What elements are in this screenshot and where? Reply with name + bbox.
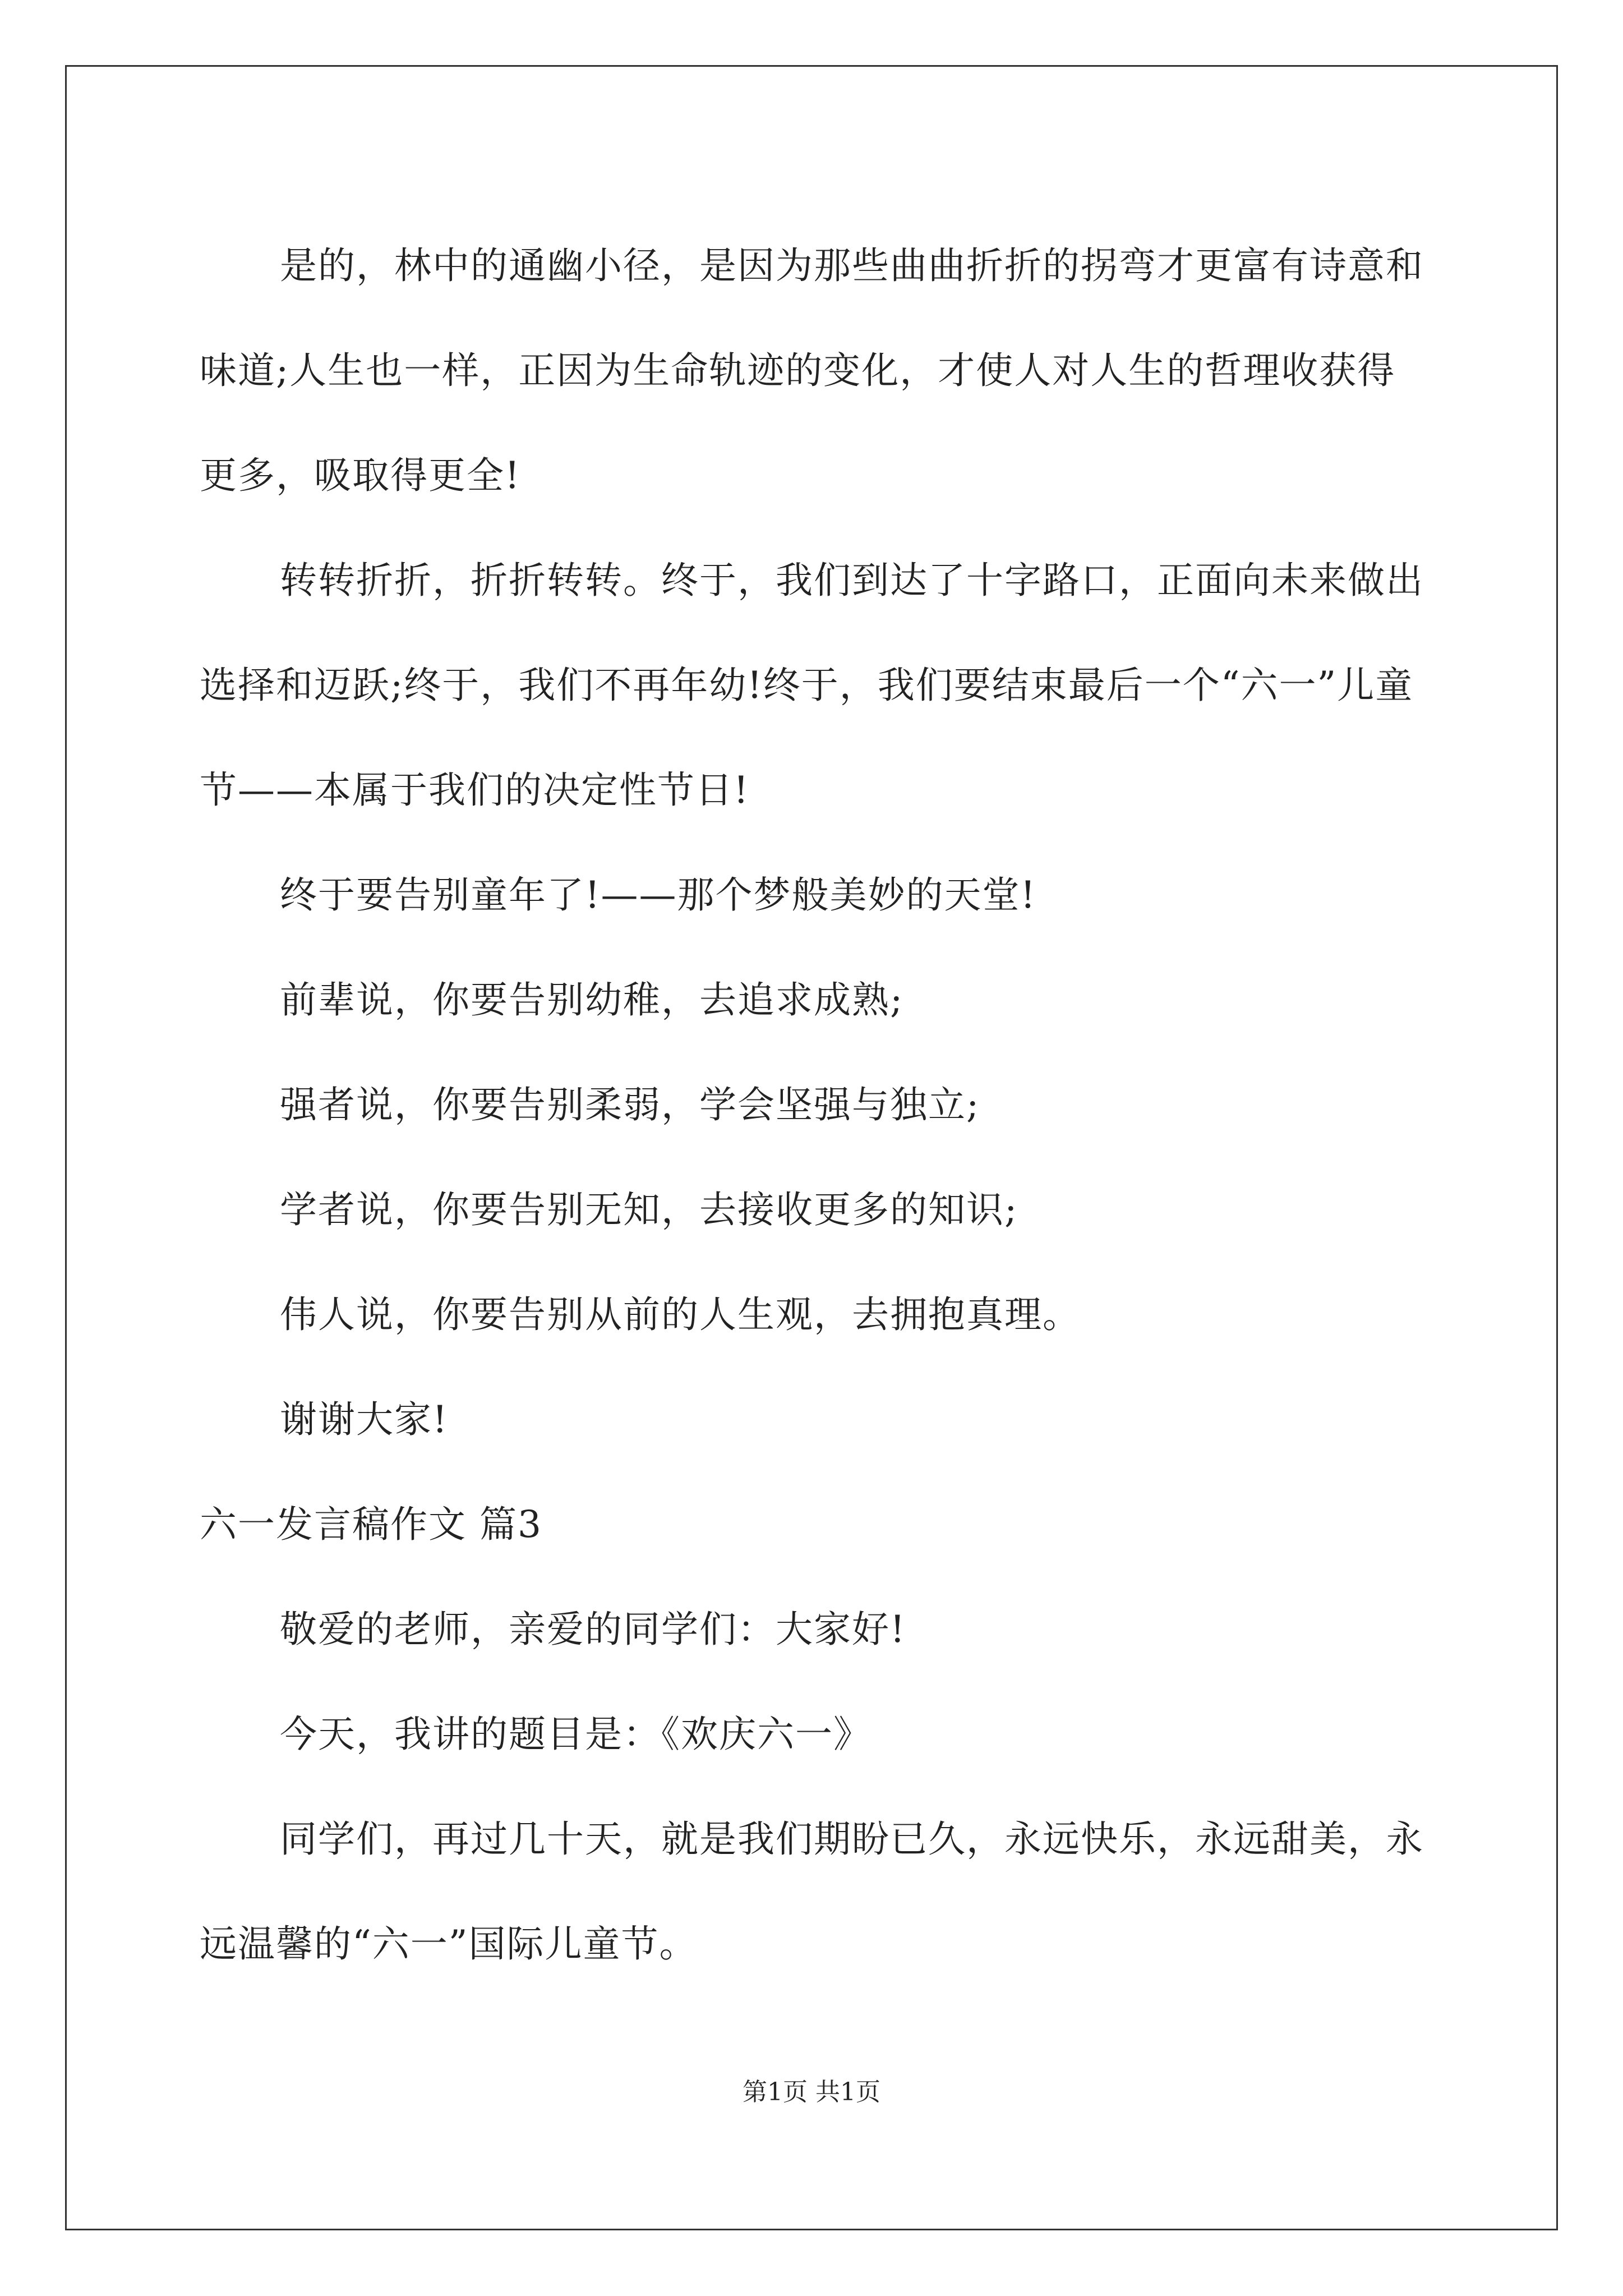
paragraph: 强者说，你要告别柔弱，学会坚强与独立;	[280, 1083, 980, 1126]
paragraph: 学者说，你要告别无知，去接收更多的知识;	[280, 1188, 1018, 1231]
paragraph: 前辈说，你要告别幼稚，去追求成熟;	[280, 978, 904, 1022]
paragraph: 今天，我讲的题目是：《欢庆六一》	[280, 1713, 872, 1756]
paragraph: 敬爱的老师，亲爱的同学们：大家好!	[280, 1608, 906, 1651]
document-body	[200, 213, 1433, 1996]
paragraph: 转转折折，折折转转。终于，我们到达了十字路口，正面向未来做出选择和迈跃;终于，我们不再年幼!终于，我们要结束最后一个“六一”儿童节——本属于我们的决定性节日!	[200, 559, 1424, 812]
paragraph: 同学们，再过几十天，就是我们期盼已久，永远快乐，永远甜美，永远温馨的“六一”国际儿童节。	[200, 1818, 1424, 1966]
section-heading: 六一发言稿作文 篇3	[200, 1503, 542, 1546]
page-footer: 第1页 共1页	[743, 2078, 880, 2106]
paragraph: 终于要告别童年了!——那个梦般美妙的天堂!	[280, 873, 1037, 917]
paragraph: 是的，林中的通幽小径，是因为那些曲曲折折的拐弯才更富有诗意和味道;人生也一样，正因为生命轨迹的变化，才使人对人生的哲理收获得更多，吸取得更全!	[200, 244, 1424, 497]
paragraph: 谢谢大家!	[280, 1398, 449, 1441]
paragraph: 伟人说，你要告别从前的人生观，去拥抱真理。	[280, 1293, 1081, 1336]
